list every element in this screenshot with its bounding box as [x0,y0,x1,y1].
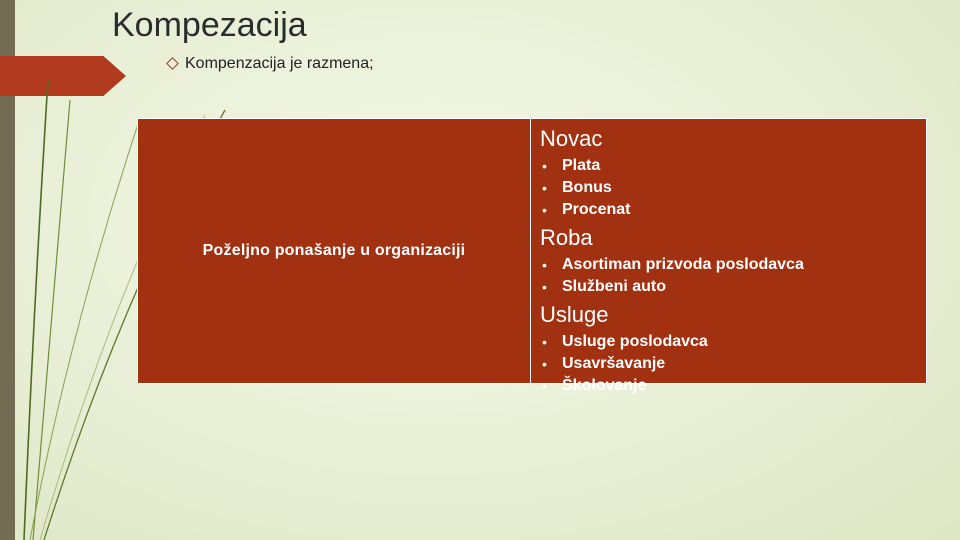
slide-title: Kompezacija [112,6,307,44]
left-cell-label: Poželjno ponašanje u organizaciji [202,242,466,259]
group-novac [540,125,926,221]
group-heading: Roba [540,225,593,250]
group-roba [540,224,926,298]
group-heading: Novac [540,126,603,151]
diamond-bullet-icon [166,57,179,70]
group-heading: Usluge [540,302,609,327]
list-item: • Školovanje [540,375,926,397]
compensation-table [137,118,927,394]
group-usluge [540,301,926,397]
list-item: • Službeni auto [540,276,926,298]
list-item: • Procenat [540,199,926,221]
table-right-cell [531,119,926,394]
intro-bullet [168,55,374,73]
list-item: • Usluge poslodavca [540,331,926,353]
intro-bullet-text: Kompenzacija je razmena; [185,55,374,72]
list-item: • Bonus [540,177,926,199]
table-left-cell [138,119,531,383]
list-item: • Asortiman prizvoda poslodavca [540,254,926,276]
list-item: • Usavršavanje [540,353,926,375]
list-item: • Plata [540,155,926,177]
